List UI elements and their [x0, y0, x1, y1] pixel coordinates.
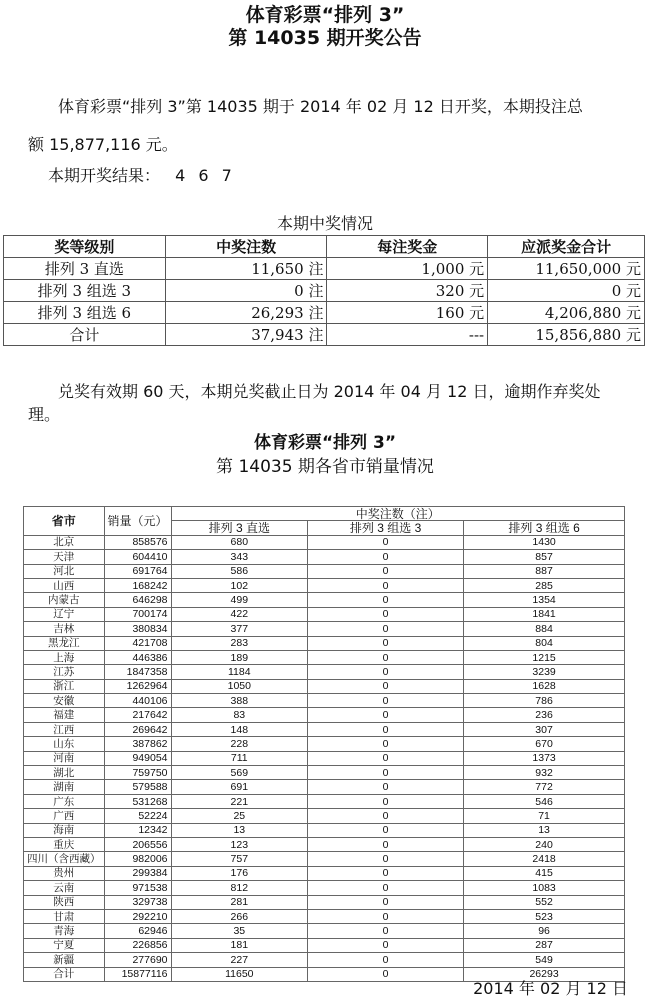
direct-wins: 691 — [171, 780, 308, 794]
sales-header-row-1 — [24, 507, 625, 521]
sales-row — [24, 550, 625, 564]
direct-wins: 283 — [171, 636, 308, 650]
prize-level: 排列 3 直选 — [4, 258, 166, 280]
group3-wins: 0 — [308, 679, 464, 693]
sales-row — [24, 852, 625, 866]
province: 甘肃 — [24, 909, 105, 923]
header-wins-group: 中奖注数（注） — [171, 507, 624, 521]
direct-wins: 83 — [171, 708, 308, 722]
group6-wins: 71 — [464, 809, 625, 823]
group6-wins: 26293 — [464, 967, 625, 981]
group6-wins: 786 — [464, 694, 625, 708]
header-prize-level: 奖等级别 — [4, 236, 166, 258]
announcement-title: 体育彩票“排列 3” — [245, 4, 405, 26]
group3-wins: 0 — [308, 593, 464, 607]
direct-wins: 181 — [171, 938, 308, 952]
direct-wins: 812 — [171, 881, 308, 895]
sales-table — [23, 506, 625, 982]
group6-wins: 236 — [464, 708, 625, 722]
sales-amount: 949054 — [104, 751, 171, 765]
sales-amount: 700174 — [104, 607, 171, 621]
group3-wins: 0 — [308, 578, 464, 592]
group3-wins: 0 — [308, 737, 464, 751]
sales-amount: 380834 — [104, 622, 171, 636]
sales-amount: 299384 — [104, 866, 171, 880]
group3-wins: 0 — [308, 852, 464, 866]
sales-row — [24, 665, 625, 679]
group3-wins: 0 — [308, 694, 464, 708]
group6-wins: 3239 — [464, 665, 625, 679]
direct-wins: 189 — [171, 650, 308, 664]
sales-row — [24, 794, 625, 808]
winning-count: 37,943 注 — [165, 324, 327, 346]
direct-wins: 377 — [171, 622, 308, 636]
header-sales: 销量（元） — [104, 507, 171, 536]
direct-wins: 11650 — [171, 967, 308, 981]
prize-total-row — [4, 324, 645, 346]
sales-row — [24, 924, 625, 938]
sales-row — [24, 694, 625, 708]
direct-wins: 102 — [171, 578, 308, 592]
sales-amount: 168242 — [104, 578, 171, 592]
prize-total: 15,856,880 元 — [488, 324, 645, 346]
province: 云南 — [24, 881, 105, 895]
group3-wins: 0 — [308, 938, 464, 952]
prize-total: 11,650,000 元 — [488, 258, 645, 280]
direct-wins: 499 — [171, 593, 308, 607]
prize-per-bet: 1,000 元 — [327, 258, 488, 280]
province: 广西 — [24, 809, 105, 823]
direct-wins: 123 — [171, 837, 308, 851]
prize-table — [3, 235, 645, 346]
group3-wins: 0 — [308, 809, 464, 823]
group6-wins: 285 — [464, 578, 625, 592]
group3-wins: 0 — [308, 665, 464, 679]
group3-wins: 0 — [308, 636, 464, 650]
prize-level: 排列 3 组选 6 — [4, 302, 166, 324]
province: 湖北 — [24, 766, 105, 780]
prize-table-header — [4, 236, 645, 258]
sales-row — [24, 535, 625, 549]
direct-wins: 422 — [171, 607, 308, 621]
sales-row — [24, 938, 625, 952]
province: 江西 — [24, 722, 105, 736]
group6-wins: 932 — [464, 766, 625, 780]
header-prize-total: 应派奖金合计 — [488, 236, 645, 258]
direct-wins: 228 — [171, 737, 308, 751]
group3-wins: 0 — [308, 866, 464, 880]
notice-line-1: 兑奖有效期 60 天，本期兑奖截止日为 2014 年 04 月 12 日，逾期作弃奖处 — [58, 382, 601, 401]
sales-amount: 206556 — [104, 837, 171, 851]
direct-wins: 586 — [171, 564, 308, 578]
notice-line-2: 理。 — [28, 405, 61, 424]
sales-amount: 446386 — [104, 650, 171, 664]
sales-amount: 387862 — [104, 737, 171, 751]
group6-wins: 1083 — [464, 881, 625, 895]
province: 青海 — [24, 924, 105, 938]
group6-wins: 1215 — [464, 650, 625, 664]
sales-amount: 62946 — [104, 924, 171, 938]
sales-row — [24, 895, 625, 909]
sales-row — [24, 953, 625, 967]
group3-wins: 0 — [308, 722, 464, 736]
sales-row — [24, 650, 625, 664]
sales-amount: 604410 — [104, 550, 171, 564]
group6-wins: 307 — [464, 722, 625, 736]
sales-row — [24, 866, 625, 880]
sales-amount: 531268 — [104, 794, 171, 808]
sales-amount: 691764 — [104, 564, 171, 578]
sales-amount: 858576 — [104, 535, 171, 549]
group6-wins: 2418 — [464, 852, 625, 866]
header-direct: 排列 3 直选 — [171, 521, 308, 535]
direct-wins: 1050 — [171, 679, 308, 693]
province: 上海 — [24, 650, 105, 664]
footer-date: 2014 年 02 月 12 日 — [473, 979, 628, 998]
province: 天津 — [24, 550, 105, 564]
direct-wins: 281 — [171, 895, 308, 909]
group6-wins: 1628 — [464, 679, 625, 693]
winning-count: 26,293 注 — [165, 302, 327, 324]
province: 山东 — [24, 737, 105, 751]
sales-amount: 292210 — [104, 909, 171, 923]
group3-wins: 0 — [308, 794, 464, 808]
group6-wins: 1354 — [464, 593, 625, 607]
province: 四川（含西藏） — [24, 852, 105, 866]
group3-wins: 0 — [308, 924, 464, 938]
direct-wins: 227 — [171, 953, 308, 967]
prize-row — [4, 280, 645, 302]
sales-table-body — [24, 535, 625, 981]
winning-count: 11,650 注 — [165, 258, 327, 280]
prize-table-caption: 本期中奖情况 — [276, 214, 373, 233]
group3-wins: 0 — [308, 895, 464, 909]
province: 广东 — [24, 794, 105, 808]
direct-wins: 266 — [171, 909, 308, 923]
group3-wins: 0 — [308, 607, 464, 621]
sales-title: 体育彩票“排列 3” — [253, 433, 397, 453]
prize-row — [4, 302, 645, 324]
sales-amount: 1847358 — [104, 665, 171, 679]
prize-level: 排列 3 组选 3 — [4, 280, 166, 302]
province: 辽宁 — [24, 607, 105, 621]
group6-wins: 884 — [464, 622, 625, 636]
prize-total: 4,206,880 元 — [488, 302, 645, 324]
province: 重庆 — [24, 837, 105, 851]
province: 吉林 — [24, 622, 105, 636]
group3-wins: 0 — [308, 837, 464, 851]
sales-row — [24, 593, 625, 607]
sales-amount: 329738 — [104, 895, 171, 909]
group3-wins: 0 — [308, 564, 464, 578]
sales-row — [24, 708, 625, 722]
group3-wins: 0 — [308, 708, 464, 722]
group3-wins: 0 — [308, 766, 464, 780]
prize-level: 合计 — [4, 324, 166, 346]
direct-wins: 680 — [171, 535, 308, 549]
direct-wins: 25 — [171, 809, 308, 823]
sales-row — [24, 780, 625, 794]
prize-per-bet: 320 元 — [327, 280, 488, 302]
group6-wins: 887 — [464, 564, 625, 578]
province: 内蒙古 — [24, 593, 105, 607]
sales-amount: 12342 — [104, 823, 171, 837]
province: 河北 — [24, 564, 105, 578]
header-group6: 排列 3 组选 6 — [464, 521, 625, 535]
sales-amount: 646298 — [104, 593, 171, 607]
group6-wins: 1430 — [464, 535, 625, 549]
sales-row — [24, 622, 625, 636]
group6-wins: 523 — [464, 909, 625, 923]
sales-row — [24, 909, 625, 923]
group6-wins: 549 — [464, 953, 625, 967]
group3-wins: 0 — [308, 550, 464, 564]
draw-result-label: 本期开奖结果： — [48, 166, 161, 185]
sales-row — [24, 751, 625, 765]
winning-count: 0 注 — [165, 280, 327, 302]
group6-wins: 857 — [464, 550, 625, 564]
group3-wins: 0 — [308, 823, 464, 837]
direct-wins: 221 — [171, 794, 308, 808]
sales-amount: 15877116 — [104, 967, 171, 981]
group3-wins: 0 — [308, 650, 464, 664]
sales-row — [24, 809, 625, 823]
sales-amount: 421708 — [104, 636, 171, 650]
group3-wins: 0 — [308, 535, 464, 549]
direct-wins: 13 — [171, 823, 308, 837]
direct-wins: 711 — [171, 751, 308, 765]
province: 合计 — [24, 967, 105, 981]
draw-result-numbers: 4 6 7 — [175, 166, 236, 185]
sales-amount: 277690 — [104, 953, 171, 967]
direct-wins: 1184 — [171, 665, 308, 679]
sales-row — [24, 607, 625, 621]
province: 河南 — [24, 751, 105, 765]
province: 浙江 — [24, 679, 105, 693]
province: 福建 — [24, 708, 105, 722]
group6-wins: 1373 — [464, 751, 625, 765]
draw-result — [48, 166, 236, 186]
group6-wins: 96 — [464, 924, 625, 938]
sales-amount: 226856 — [104, 938, 171, 952]
sales-row — [24, 766, 625, 780]
province: 安徽 — [24, 694, 105, 708]
sales-amount: 440106 — [104, 694, 171, 708]
group6-wins: 670 — [464, 737, 625, 751]
group3-wins: 0 — [308, 909, 464, 923]
direct-wins: 569 — [171, 766, 308, 780]
sales-row — [24, 564, 625, 578]
group3-wins: 0 — [308, 751, 464, 765]
province: 陕西 — [24, 895, 105, 909]
province: 新疆 — [24, 953, 105, 967]
sales-amount: 52224 — [104, 809, 171, 823]
direct-wins: 35 — [171, 924, 308, 938]
group6-wins: 772 — [464, 780, 625, 794]
intro-line-1: 体育彩票“排列 3”第 14035 期于 2014 年 02 月 12 日开奖，本期投注总 — [58, 97, 583, 116]
province: 贵州 — [24, 866, 105, 880]
announcement-subtitle: 第 14035 期开奖公告 — [228, 27, 422, 49]
sales-row — [24, 578, 625, 592]
group3-wins: 0 — [308, 622, 464, 636]
prize-per-bet: 160 元 — [327, 302, 488, 324]
province: 海南 — [24, 823, 105, 837]
sales-amount: 1262964 — [104, 679, 171, 693]
sales-amount: 269642 — [104, 722, 171, 736]
province: 湖南 — [24, 780, 105, 794]
province: 黑龙江 — [24, 636, 105, 650]
group3-wins: 0 — [308, 881, 464, 895]
group6-wins: 240 — [464, 837, 625, 851]
intro-line-2: 额 15,877,116 元。 — [28, 135, 178, 154]
group6-wins: 546 — [464, 794, 625, 808]
header-group3: 排列 3 组选 3 — [308, 521, 464, 535]
direct-wins: 148 — [171, 722, 308, 736]
province: 江苏 — [24, 665, 105, 679]
direct-wins: 176 — [171, 866, 308, 880]
prize-total: 0 元 — [488, 280, 645, 302]
prize-row — [4, 258, 645, 280]
group3-wins: 0 — [308, 780, 464, 794]
sales-amount: 217642 — [104, 708, 171, 722]
direct-wins: 757 — [171, 852, 308, 866]
sales-amount: 579588 — [104, 780, 171, 794]
prize-per-bet: --- — [327, 324, 488, 346]
header-province: 省市 — [24, 507, 105, 536]
sales-row — [24, 881, 625, 895]
sales-amount: 759750 — [104, 766, 171, 780]
sales-amount: 982006 — [104, 852, 171, 866]
sales-row — [24, 823, 625, 837]
sales-row — [24, 679, 625, 693]
sales-subtitle: 第 14035 期各省市销量情况 — [216, 457, 434, 477]
province: 山西 — [24, 578, 105, 592]
direct-wins: 343 — [171, 550, 308, 564]
group6-wins: 415 — [464, 866, 625, 880]
sales-row — [24, 722, 625, 736]
group6-wins: 287 — [464, 938, 625, 952]
header-prize-per-bet: 每注奖金 — [327, 236, 488, 258]
group3-wins: 0 — [308, 953, 464, 967]
province: 宁夏 — [24, 938, 105, 952]
sales-row — [24, 636, 625, 650]
group6-wins: 552 — [464, 895, 625, 909]
group3-wins: 0 — [308, 967, 464, 981]
header-winning-count: 中奖注数 — [165, 236, 327, 258]
province: 北京 — [24, 535, 105, 549]
sales-row — [24, 837, 625, 851]
sales-amount: 971538 — [104, 881, 171, 895]
sales-row — [24, 737, 625, 751]
group6-wins: 1841 — [464, 607, 625, 621]
group6-wins: 13 — [464, 823, 625, 837]
direct-wins: 388 — [171, 694, 308, 708]
group6-wins: 804 — [464, 636, 625, 650]
